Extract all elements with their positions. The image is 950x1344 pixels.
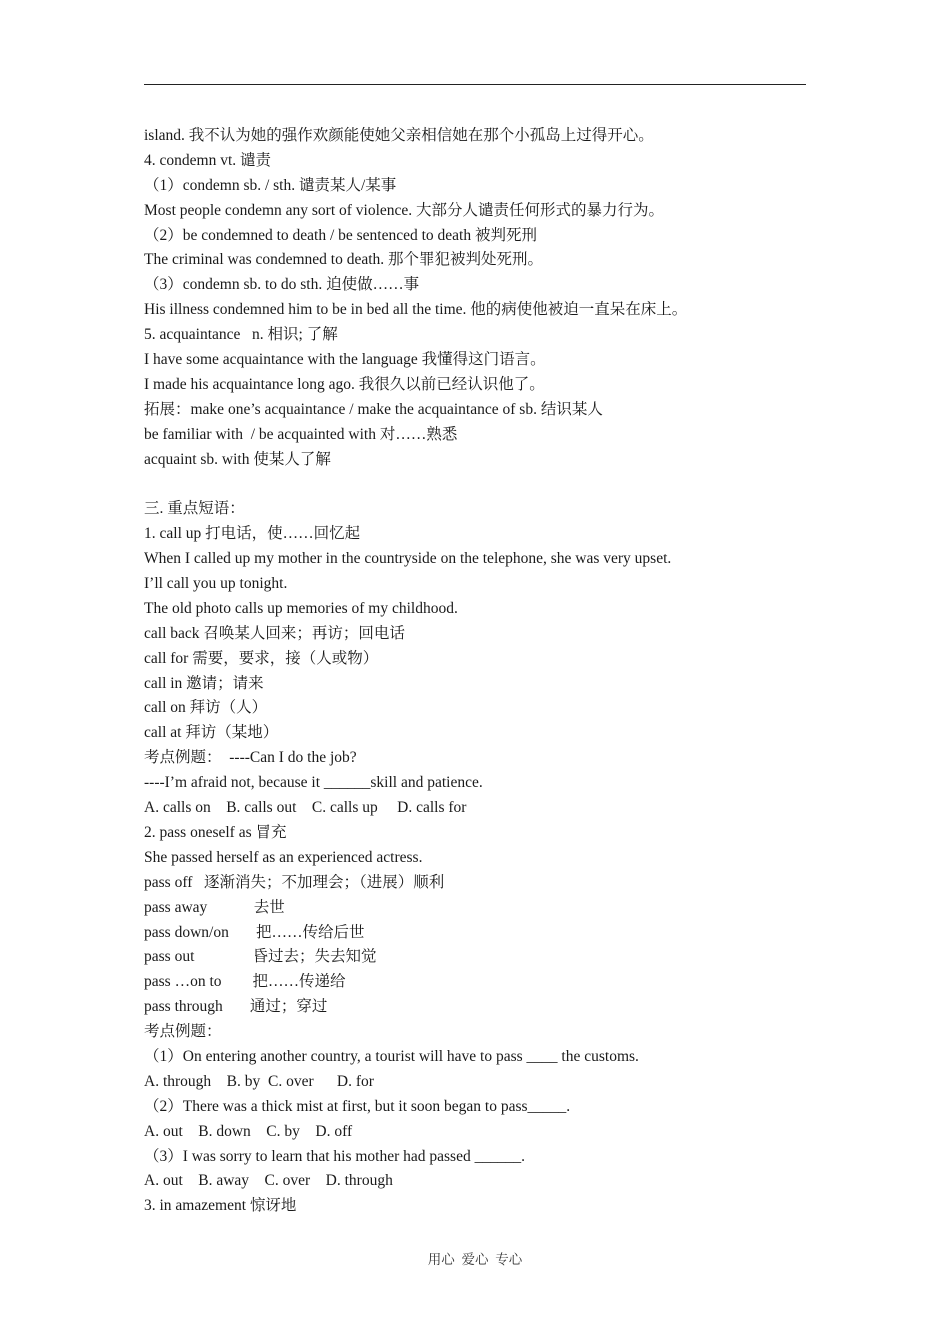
text-line: 考点例题： <box>144 1023 222 1041</box>
text-line: 3. in amazement 惊讶地 <box>144 1197 297 1215</box>
text-line: 三. 重点短语： <box>144 500 245 518</box>
text-line: She passed herself as an experienced actress. <box>144 848 423 866</box>
text-line: （3）I was sorry to learn that his mother had passed ______. <box>144 1147 525 1165</box>
text-line: call at 拜访（某地） <box>144 724 279 742</box>
text-line: 5. acquaintance n. 相识; 了解 <box>144 326 338 344</box>
page-footer: 用心 爱心 专心 <box>427 1252 523 1267</box>
text-line: pass …on to 把……传递给 <box>144 973 346 991</box>
text-line: The old photo calls up memories of my childhood. <box>144 599 458 617</box>
document-body <box>144 124 824 1219</box>
text-line: 2. pass oneself as 冒充 <box>144 823 287 841</box>
text-line: A. calls on B. calls out C. calls up D. calls for <box>144 799 467 817</box>
text-line: I have some acquaintance with the language 我懂得这门语言。 <box>144 351 546 369</box>
text-line: The criminal was condemned to death. 那个罪犯被判处死刑。 <box>144 251 544 269</box>
text-line: acquaint sb. with 使某人了解 <box>144 450 331 468</box>
text-line: call in 邀请；请来 <box>144 674 264 692</box>
text-line: （1）On entering another country, a tourist will have to pass ____ the customs. <box>144 1047 639 1065</box>
text-line: 1. call up 打电话，使……回忆起 <box>144 525 361 543</box>
text-line: When I called up my mother in the countryside on the telephone, she was very upset. <box>144 550 672 568</box>
text-line: be familiar with / be acquainted with 对……熟悉 <box>144 425 458 443</box>
text-line: I made his acquaintance long ago. 我很久以前已经认识他了。 <box>144 375 545 393</box>
text-line: 考点例题： ----Can I do the job? <box>144 749 357 767</box>
text-line: （3）condemn sb. to do sth. 迫使做……事 <box>144 276 420 294</box>
text-line: pass away 去世 <box>144 898 285 916</box>
text-line: 拓展：make one’s acquaintance / make the acquaintance of sb. 结识某人 <box>144 400 603 418</box>
text-line: （2）There was a thick mist at first, but it soon began to pass_____. <box>144 1097 571 1115</box>
text-line: I’ll call you up tonight. <box>144 575 288 593</box>
text-line: Most people condemn any sort of violence. 大部分人谴责任何形式的暴力行为。 <box>144 201 665 219</box>
text-line: A. through B. by C. over D. for <box>144 1072 374 1090</box>
text-line: His illness condemned him to be in bed all the time. 他的病使他被迫一直呆在床上。 <box>144 301 688 319</box>
text-line: pass through 通过；穿过 <box>144 998 328 1016</box>
header-rule <box>144 84 806 85</box>
text-line: call for 需要，要求，接（人或物） <box>144 649 379 667</box>
text-line: pass off 逐渐消失；不加理会；（进展）顺利 <box>144 873 445 891</box>
text-line: call on 拜访（人） <box>144 699 268 717</box>
text-line: 4. condemn vt. 谴责 <box>144 151 271 169</box>
text-line <box>144 472 824 497</box>
text-line: island. 我不认为她的强作欢颜能使她父亲相信她在那个小孤岛上过得开心。 <box>144 127 654 144</box>
text-line: call back 召唤某人回来；再访；回电话 <box>144 624 405 642</box>
text-line: （2）be condemned to death / be sentenced to death 被判死刑 <box>144 226 537 244</box>
text-line: A. out B. away C. over D. through <box>144 1172 393 1190</box>
text-line: （1）condemn sb. / sth. 谴责某人/某事 <box>144 176 397 194</box>
text-line: ----I’m afraid not, because it ______skill and patience. <box>144 774 483 792</box>
text-line: A. out B. down C. by D. off <box>144 1122 353 1140</box>
text-line: pass down/on 把……传给后世 <box>144 923 365 941</box>
text-line: pass out 昏过去；失去知觉 <box>144 948 377 966</box>
